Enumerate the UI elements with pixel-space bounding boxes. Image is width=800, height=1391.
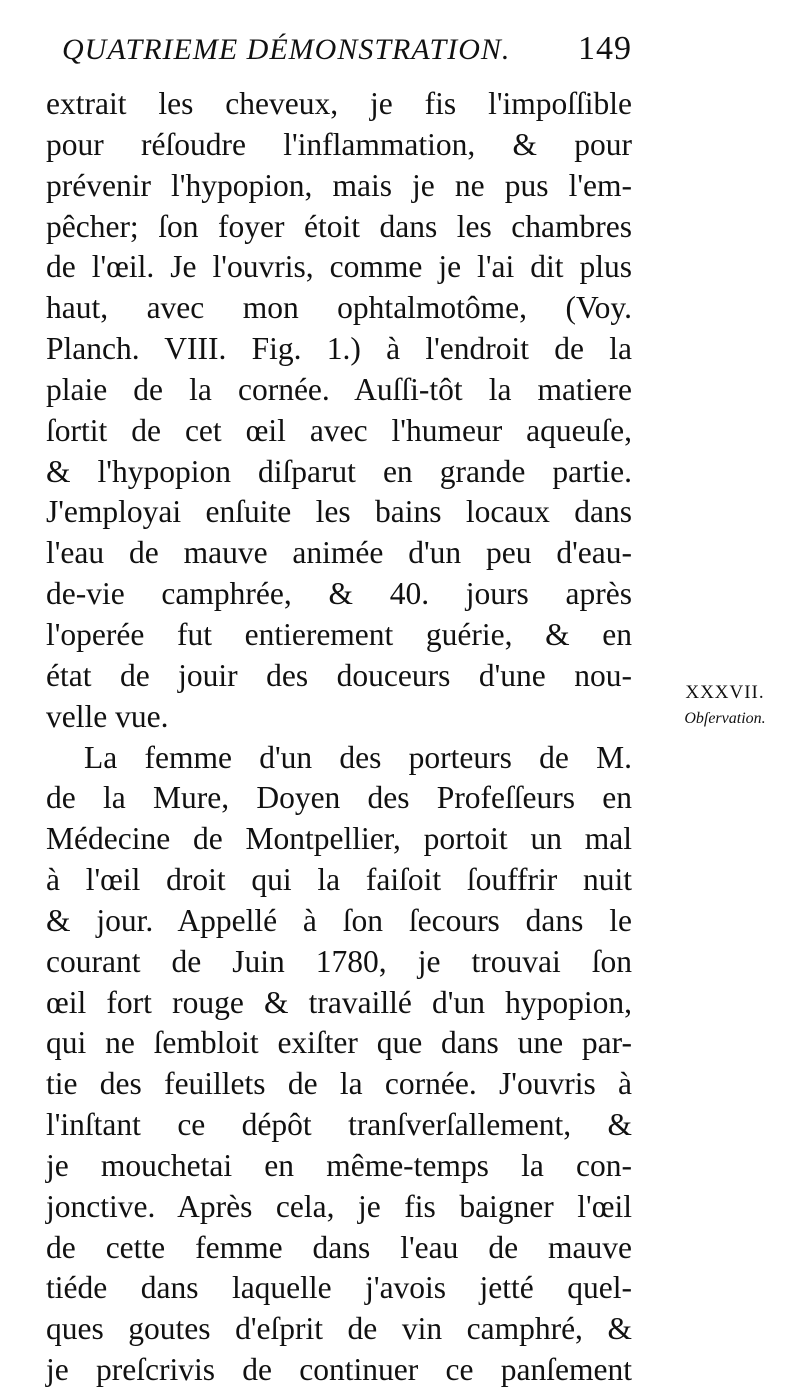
text-line: ſortit de cet œil avec l'humeur aqueuſe, <box>46 412 632 448</box>
text-line: état de jouir des douceurs d'une nou- <box>46 657 632 693</box>
text-line: pêcher; ſon foyer étoit dans les chambres <box>46 208 632 244</box>
observation-number: XXXVII. <box>685 682 765 703</box>
text-line: plaie de la cornée. Auſſi-tôt la matiere <box>46 371 632 407</box>
text-line: tiéde dans laquelle j'avois jetté quel- <box>46 1270 632 1306</box>
text-line: pour réſoudre l'inflammation, & pour <box>46 126 632 162</box>
margin-note <box>655 682 795 728</box>
text-line: J'employai enſuite les bains locaux dans <box>46 494 632 530</box>
text-line: de l'œil. Je l'ouvris, comme je l'ai dit plus <box>46 249 632 285</box>
text-line: extrait les cheveux, je fis l'impoſſible <box>46 86 632 121</box>
text-line: de cette femme dans l'eau de mauve <box>46 1229 632 1265</box>
text-line: qui ne ſembloit exiſter que dans une par- <box>46 1025 632 1061</box>
body-text <box>46 84 632 1391</box>
text-line: courant de Juin 1780, je trouvai ſon <box>46 943 632 979</box>
text-line: œil fort rouge & travaillé d'un hypopion, <box>46 984 632 1020</box>
paragraph-start-line: La femme d'un des porteurs de M. <box>84 739 632 775</box>
text-line: prévenir l'hypopion, mais je ne pus l'em- <box>46 167 632 203</box>
paragraph-end-line: velle vue. <box>46 698 169 734</box>
text-line: & l'hypopion diſparut en grande partie. <box>46 453 632 489</box>
text-line: Médecine de Montpellier, portoit un mal <box>46 821 632 857</box>
text-line: & jour. Appellé à ſon ſecours dans le <box>46 902 632 938</box>
text-line: jonctive. Après cela, je fis baigner l'œil <box>46 1188 632 1224</box>
text-line: haut, avec mon ophtalmotôme, (Voy. <box>46 290 632 326</box>
text-line: Planch. VIII. Fig. 1.) à l'endroit de la <box>46 331 632 367</box>
text-line: l'inſtant ce dépôt tranſverſallement, & <box>46 1107 632 1143</box>
text-line: l'eau de mauve animée d'un peu d'eau- <box>46 535 632 571</box>
text-line: je mouchetai en même-temps la con- <box>46 1147 632 1183</box>
text-line: tie des feuillets de la cornée. J'ouvris à <box>46 1066 632 1102</box>
running-title: QUATRIEME DÉMONSTRATION. <box>62 33 511 66</box>
text-line: l'operée fut entierement guérie, & en <box>46 616 632 652</box>
observation-label: Obſervation. <box>684 710 766 727</box>
text-line: je preſcrivis de continuer ce panſement <box>46 1352 632 1388</box>
text-line: ques goutes d'eſprit de vin camphré, & <box>46 1311 632 1347</box>
page-header <box>62 30 632 82</box>
text-line: de-vie camphrée, & 40. jours après <box>46 576 632 612</box>
text-line: à l'œil droit qui la faiſoit ſouffrir nuit <box>46 862 632 898</box>
page-number: 149 <box>578 30 632 67</box>
text-line: de la Mure, Doyen des Profeſſeurs en <box>46 780 632 816</box>
